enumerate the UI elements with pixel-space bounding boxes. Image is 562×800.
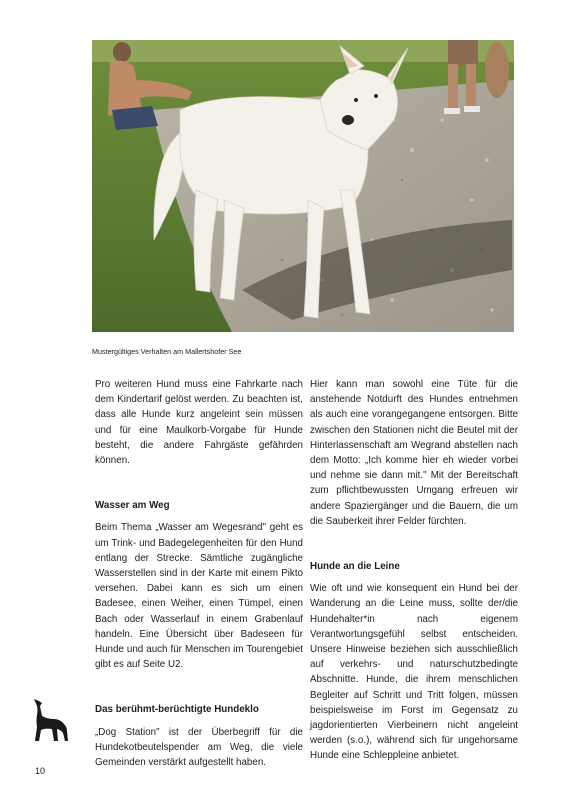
heading-spacer: [310, 574, 518, 581]
heading-spacer: [95, 513, 303, 520]
text-column-left: [95, 377, 303, 770]
paragraph-dog-station: „Dog Station" ist der Überbegriff für die Hundekotbeutelspender am Weg, die viele Gemeinden verstärkt aufgestellt haben.: [95, 726, 303, 769]
heading-spacer: [95, 718, 303, 725]
paragraph-tuete: Hier kann man sowohl eine Tüte für die anstehende Notdurft des Hundes entnehmen als auch eine vorangegangene entsorgen. Bitte zwischen den Stationen nicht die Beutel mit der Hinterlassenschaft am Wegrand abstellen nach dem Motto: „Ich komme hier eh wieder vorbei und nehme sie dann mit." Mit der Bereitschaft zum pflichtbewussten Umgang erfreuen wir andere Spaziergänger und die Bauern, die um die Sauberkeit ihrer Felder fürchten.: [310, 379, 518, 527]
paragraph-leine: Wie oft und wie konsequent ein Hund bei der Wanderung an die Leine muss, sollte der/die Hundehalter*in nach eigenem Verantwortungsgefühl selbst entscheiden. Unsere Hinweise beziehen sich ausschließlich auf verkehrs- und naturschutzbedingte Abschnitte. Hunde, die ihrem menschlichen Begleiter auf Schritt und Tritt folgen, müssen beispielsweise im Forst im Gegensatz zu jagdorientierten Vierbeinern nicht angeleint werden (s.o.), während sich für ungehorsame Hunde eine Schleppleine anbietet.: [310, 583, 518, 762]
page-number: 10: [35, 766, 46, 776]
paragraph-fahrkarte: Pro weiteren Hund muss eine Fahrkarte nach dem Kindertarif gelöst werden. Zu beachten ist, dass alle Hunde kurz angeleint sein müssen und für eine Maulkorb-Vorgabe für Hunde besteht, die andere Fahrgäste gefährden können.: [95, 379, 303, 467]
heading-hunde-an-die-leine: Hunde an die Leine: [310, 561, 400, 573]
photo-caption: Mustergültiges Verhalten am Mallertshofer See: [92, 347, 242, 356]
white-dog-photo: [92, 40, 514, 332]
paragraph-wasser: Beim Thema „Wasser am Wegesrand" geht es um Trink- und Badegelegenheiten für den Hund entlang der Strecke. Sämtliche zugängliche Wasserstellen sind in der Karte mit einem Pikto versehen. Dabei kann es sich um einen Badesee, einen Weiher, einen Tümpel, einen Bach oder Wasserlauf in einem Grabenlauf handeln. Eine Übersicht über Badeseen für Hunde und auch für Menschen im Tourengebiet gibt es auf Seite U2.: [95, 522, 303, 671]
heading-hundeklo: Das berühmt-berüchtigte Hundeklo: [95, 704, 259, 716]
heading-wasser-am-weg: Wasser am Weg: [95, 500, 170, 512]
section-spacer: [95, 672, 303, 702]
photo-illustration: [92, 40, 514, 332]
dog-silhouette-icon: [30, 697, 70, 743]
section-spacer: [310, 529, 518, 559]
text-column-right: [310, 377, 518, 764]
section-spacer: [95, 468, 303, 498]
